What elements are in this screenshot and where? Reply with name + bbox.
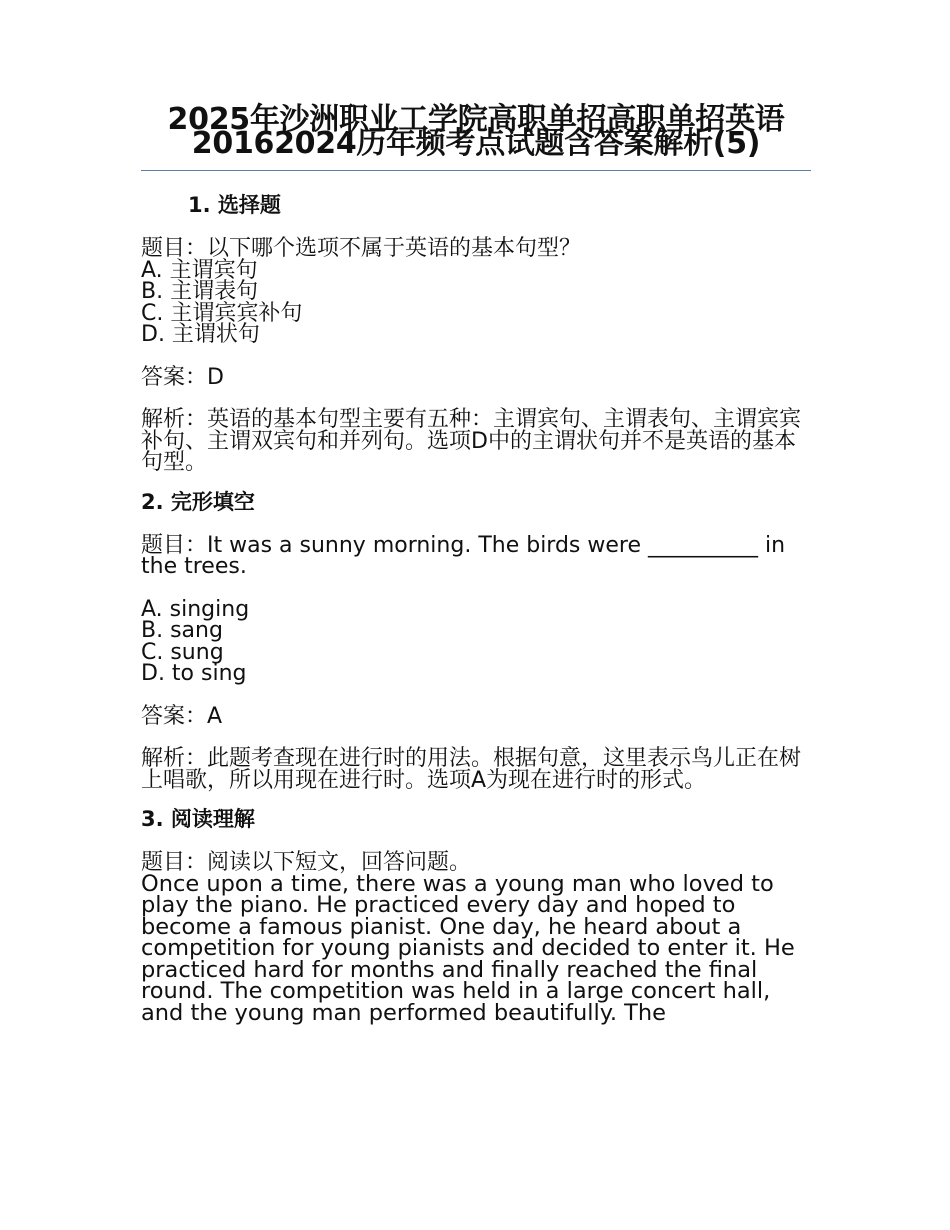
question-text: 题目：阅读以下短文，回答问题。	[141, 850, 472, 875]
section-heading: 1. 选择题	[188, 193, 281, 217]
option-item: D. to sing	[141, 661, 247, 686]
option-item: C. sung	[141, 639, 224, 665]
document-title: 2025年沙洲职业工学院高职单招高职单招英语20162024历年频考点试题含答案解析(5)	[167, 102, 785, 161]
option-item: C. 主谓宾宾补句	[141, 300, 303, 326]
reading-passage: Once upon a time, there was a young man who loved to play the piano. He practiced every day and hoped to become a famous pianist. One day, he heard about a competition for young pianists and decided to enter it. He practiced hard for months and finally reached the final round. The competition was held in a large concert hall, and the young man performed beautifully. The	[141, 870, 795, 1026]
option-item: B. sang	[141, 618, 223, 643]
option-list	[141, 596, 811, 686]
option-item: D. 主谓状句	[141, 322, 260, 347]
option-item: A. 主谓宾句	[141, 257, 258, 283]
section-reading	[141, 807, 811, 1024]
answer-text: 答案：D	[141, 364, 224, 390]
section-heading: 3. 阅读理解	[141, 807, 255, 831]
title-divider	[141, 170, 811, 171]
option-list	[141, 257, 811, 347]
question-text: 题目：以下哪个选项不属于英语的基本句型？	[141, 236, 582, 261]
document-content	[141, 102, 811, 1026]
option-item: B. 主谓表句	[141, 279, 259, 304]
section-cloze	[141, 490, 811, 792]
analysis-text: 解析：英语的基本句型主要有五种：主谓宾句、主谓表句、主谓宾宾补句、主谓双宾句和并列句。选项D中的主谓状句并不是英语的基本句型。	[141, 407, 802, 475]
section-multiple-choice	[141, 193, 811, 474]
option-item: A. singing	[141, 596, 250, 622]
question-text: 题目：It was a sunny morning. The birds were __________ in the trees.	[141, 532, 793, 579]
answer-text: 答案：A	[141, 703, 223, 729]
section-heading: 2. 完形填空	[141, 489, 255, 514]
analysis-text: 解析：此题考查现在进行时的用法。根据句意，这里表示鸟儿正在树上唱歌，所以用现在进行时。选项A为现在进行时的形式。	[141, 746, 802, 793]
